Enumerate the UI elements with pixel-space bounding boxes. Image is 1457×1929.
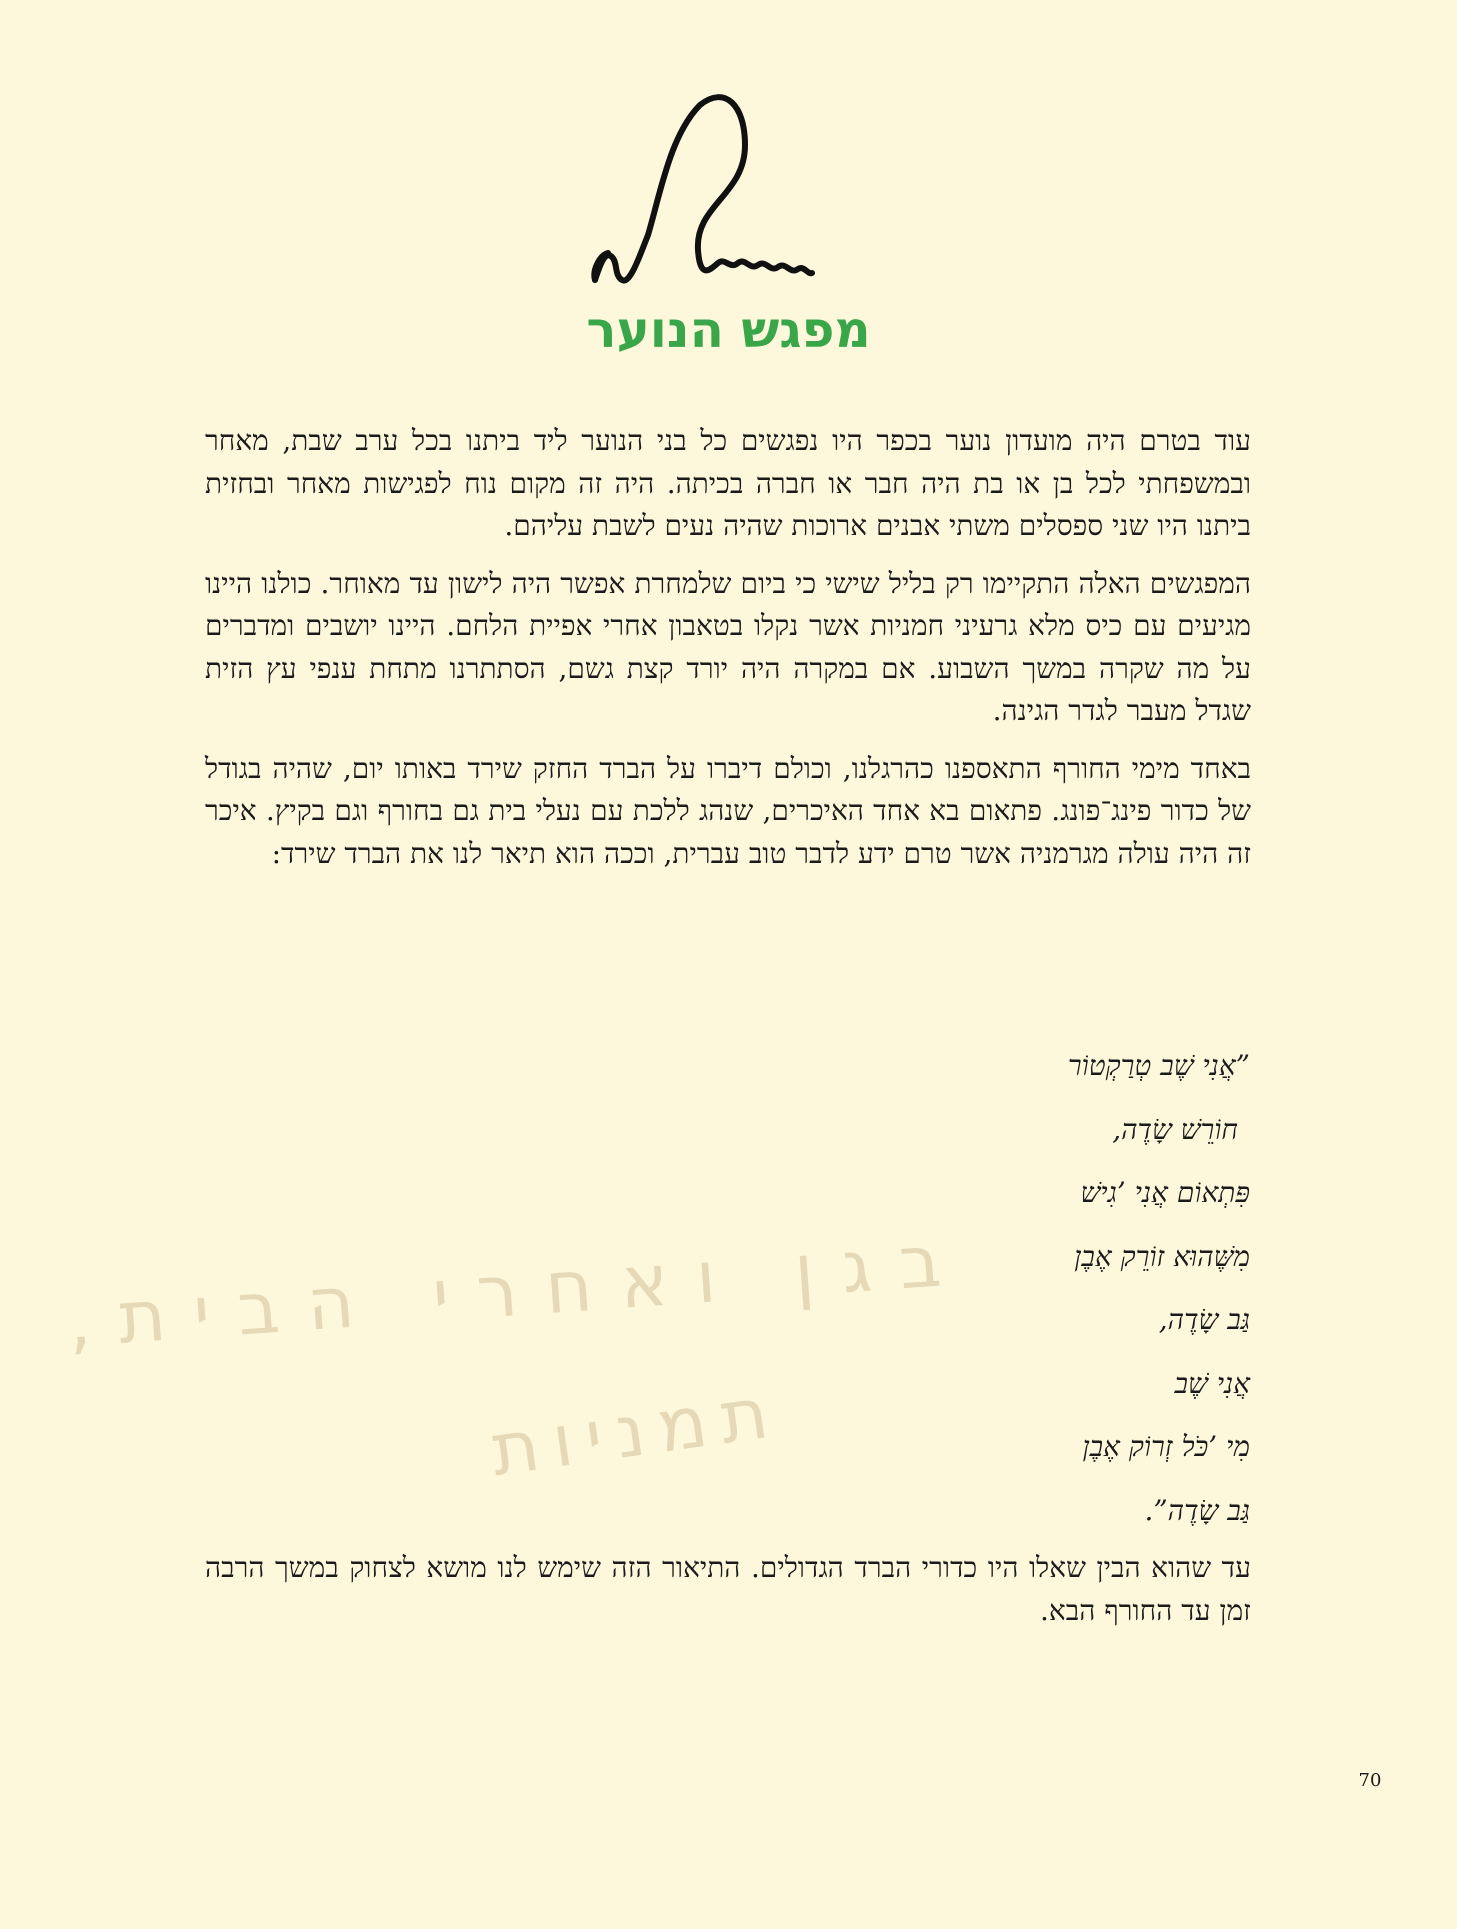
paragraph: עוד בטרם היה מועדון נוער בכפר היו נפגשים כל בני הנוער ליד ביתנו בכל ערב שבת, מאחר ובמשפחתי לכל בן או בת היה חבר או חברה בכיתה. היה זה מקום נוח לפגישות מאחר ובחזית ביתנו היו שני ספסלים משתי אבנים ארוכות שהיה נעים לשבת עליהם. xyxy=(205,424,1251,542)
poem-line: ”אֲנִי שֶׁב טְרַקְטוֹר xyxy=(1067,1049,1250,1082)
poem-line: פִּתְאוֹם אֲנִי ’גִישׁ xyxy=(1080,1176,1250,1209)
closing-paragraph: עד שהוא הבין שאלו היו כדורי הברד הגדולים. התיאור הזה שימש לנו מושא לצחוק במשך הרבה זמן עד החורף הבא. xyxy=(205,1551,1251,1627)
poem-line: גַּב שָׂדֶה”. xyxy=(1144,1493,1250,1527)
body-text xyxy=(205,420,1251,890)
poem xyxy=(700,1034,1250,1542)
poem-line: חוֹרֵשׁ שָׂדֶה, xyxy=(1112,1112,1238,1146)
page-number: 70 xyxy=(1358,1770,1382,1791)
poem-line: מִי ’כֹּל זְרוֹק אֶבֶן xyxy=(1082,1430,1250,1463)
poem-line: אֲנִי שֶׁב xyxy=(1174,1366,1250,1400)
poem-line: גַּב שָׂדֶה, xyxy=(1158,1303,1250,1336)
paragraph: המפגשים האלה התקיימו רק בליל שישי כי ביום שלמחרת אפשר היה לישון עד מאוחר. כולנו היינו מגיעים עם כיס מלא גרעיני חמניות אשר נקלו בטאבון אחרי אפיית הלחם. היינו יושבים ומדברים על מה שקרה במשך השבוע. אם במקרה היה יורד קצת גשם, הסתתרנו מתחת ענפי עץ הזית שגדל מעבר לגדר הגינה. xyxy=(205,566,1251,727)
watermark-line: תמניות xyxy=(486,1368,787,1493)
poem-line: מִשֶּׁהוּא זוֹרֵק אֶבֶן xyxy=(1074,1239,1250,1273)
watermark-line: בגן ואחרי הבית, xyxy=(64,1216,972,1364)
page-title: מפגש הנוער xyxy=(586,301,871,359)
paragraph: באחד מימי החורף התאספנו כהרגלנו, וכולם דיברו על הברד החזק שירד באותו יום, שהיה בגודל של כדור פינג־פונג. פתאום בא אחד האיכרים, שנהג ללכת עם נעלי בית גם בחורף וגם בקיץ. איכר זה היה עולה מגרמניה אשר טרם ידע לדבר טוב עברית, וככה הוא תיאר לנו את הברד שירד: xyxy=(205,751,1251,870)
loop-line-logo-icon xyxy=(580,85,860,305)
